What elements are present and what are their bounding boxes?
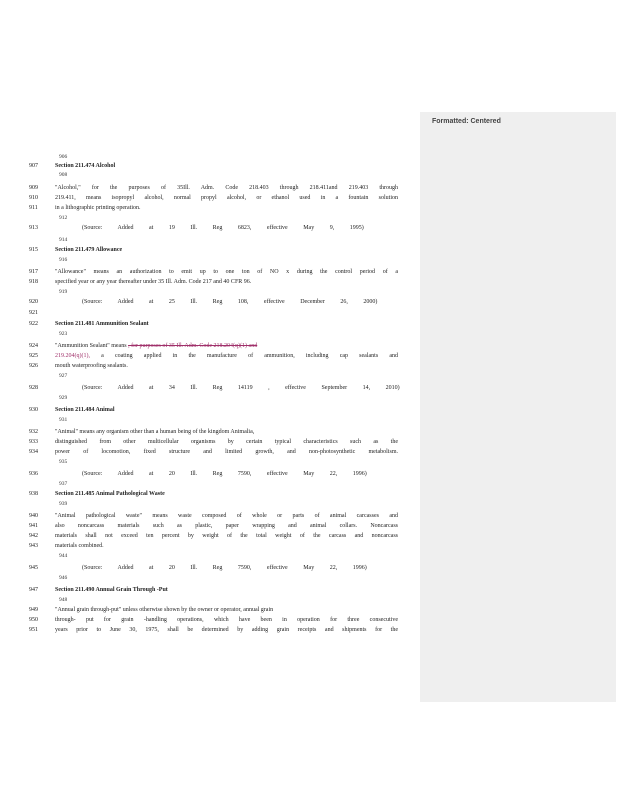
line-number: 949	[29, 607, 38, 613]
line-text	[55, 246, 398, 255]
document-line	[0, 596, 420, 605]
line-number: 907	[29, 163, 38, 169]
section-heading: Section 211.485 Animal Pathological Waste	[55, 491, 165, 497]
text-run: (Source: Added at 20 Ill. Reg 7590, effective May 22, 1996)	[82, 565, 367, 571]
line-number: 921	[29, 310, 38, 316]
sub-line-number: 937	[59, 481, 68, 487]
line-number: 945	[29, 565, 38, 571]
line-text	[55, 278, 398, 287]
sub-line-number: 948	[59, 597, 68, 603]
line-number: 940	[29, 513, 38, 519]
section-heading: Section 211.481 Ammunition Sealant	[55, 321, 149, 327]
line-number: 951	[29, 627, 38, 633]
document-line	[0, 330, 420, 339]
text-run: a coating applied in the manufacture of ammunition, including cap sealants and	[90, 353, 398, 359]
document-line	[0, 428, 420, 437]
line-text	[82, 384, 400, 393]
sub-line-number: 916	[59, 257, 68, 263]
sub-line-number: 906	[59, 154, 68, 160]
line-number: 930	[29, 407, 38, 413]
comment-panel-title: Formatted: Centered	[432, 118, 501, 125]
line-text	[55, 626, 398, 635]
sub-line-number: 939	[59, 501, 68, 507]
text-run: mouth waterproofing sealants.	[55, 363, 128, 369]
sub-line-number: 908	[59, 172, 68, 178]
line-number: 924	[29, 343, 38, 349]
line-text	[55, 194, 398, 203]
text-run: "Animal pathological waste" means waste composed of whole or parts of animal carcasses and	[55, 513, 398, 519]
line-text	[55, 162, 398, 171]
line-text	[55, 184, 398, 193]
document-line	[0, 564, 420, 573]
section-heading: Section 211.490 Annual Grain Through -Put	[55, 587, 168, 593]
sub-line-number: 919	[59, 289, 68, 295]
document-line	[0, 470, 420, 479]
text-run: also noncarcass materials such as plastic, paper wrapping and animal collars. Noncarcass	[55, 523, 398, 529]
document-line	[0, 298, 420, 307]
document-line	[0, 246, 420, 255]
document-line	[0, 224, 420, 233]
line-number: 917	[29, 269, 38, 275]
line-text	[55, 438, 398, 447]
document-line	[0, 542, 420, 551]
text-run: "Allowance" means an authorization to emit up to one ton of NO x during the control period of a	[55, 269, 398, 275]
text-run: distinguished from other multicellular organisms by certain typical characteristics such as the	[55, 439, 398, 445]
line-text	[55, 522, 398, 531]
text-run: years prior to June 30, 1975, shall be determined by adding grain receipts and shipments for the	[55, 627, 398, 633]
text-run: (Source: Added at 34 Ill. Reg 14119 , effective September 14, 2010)	[82, 385, 400, 391]
line-text	[55, 586, 398, 595]
sub-line-number: 912	[59, 215, 68, 221]
line-number: 918	[29, 279, 38, 285]
document-line	[0, 204, 420, 213]
line-number: 911	[29, 205, 38, 211]
document-line	[0, 288, 420, 297]
document-line	[0, 586, 420, 595]
document-line	[0, 438, 420, 447]
section-heading: Section 211.474 Alcohol	[55, 163, 116, 169]
text-run: (Source: Added at 25 Ill. Reg 108, effective December 26, 2000)	[82, 299, 378, 305]
text-run: "Animal" means any organism other than a human being of the kingdom Animalia,	[55, 429, 255, 435]
line-text	[55, 320, 398, 329]
sub-line-number: 935	[59, 459, 68, 465]
line-text	[55, 342, 398, 351]
document-line	[0, 309, 420, 318]
document-line	[0, 268, 420, 277]
comment-panel	[420, 112, 616, 702]
document-line	[0, 236, 420, 245]
text-run: materials combined.	[55, 543, 104, 549]
line-text	[55, 362, 398, 371]
sub-line-number: 927	[59, 373, 68, 379]
document-line	[0, 184, 420, 193]
line-text	[55, 616, 398, 625]
document-line	[0, 320, 420, 329]
document-line	[0, 406, 420, 415]
line-text	[55, 204, 398, 213]
text-run: specified year or any year thereafter under 35 Ill. Adm. Code 217 and 40 CFR 96.	[55, 279, 252, 285]
line-text	[55, 490, 398, 499]
line-number: 910	[29, 195, 38, 201]
document-line	[0, 342, 420, 351]
document-line	[0, 616, 420, 625]
line-number: 943	[29, 543, 38, 549]
line-number: 950	[29, 617, 38, 623]
document-line	[0, 194, 420, 203]
document-line	[0, 574, 420, 583]
line-text	[55, 428, 398, 437]
section-heading: Section 211.484 Animal	[55, 407, 115, 413]
sub-line-number: 929	[59, 395, 68, 401]
line-text	[55, 268, 398, 277]
document-line	[0, 552, 420, 561]
document-line	[0, 606, 420, 615]
text-run: 219.411, means isopropyl alcohol, normal propyl alcohol, or ethanol used in a fountain solution	[55, 195, 398, 201]
line-number: 932	[29, 429, 38, 435]
line-number: 926	[29, 363, 38, 369]
document-line	[0, 278, 420, 287]
text-run: in a lithographic printing operation.	[55, 205, 141, 211]
sub-line-number: 914	[59, 237, 68, 243]
text-run: "Annual grain through-put" unless otherwise shown by the owner or operator, annual grain	[55, 607, 274, 613]
line-text	[55, 532, 398, 541]
line-text	[55, 606, 398, 615]
line-number: 942	[29, 533, 38, 539]
sub-line-number: 931	[59, 417, 68, 423]
line-text	[55, 448, 398, 457]
line-text	[55, 406, 398, 415]
line-number: 925	[29, 353, 38, 359]
line-text	[82, 470, 367, 479]
section-heading: Section 211.479 Allowance	[55, 247, 123, 253]
text-run: 219.204(q)(1),	[55, 353, 90, 359]
text-run: materials shall not exceed ten percent by weight of the total weight of the carcass and noncarcass	[55, 533, 398, 539]
document-line	[0, 490, 420, 499]
line-text	[82, 564, 367, 573]
document-line	[0, 532, 420, 541]
document-line	[0, 162, 420, 171]
document-line	[0, 448, 420, 457]
document-line	[0, 458, 420, 467]
line-text	[82, 298, 378, 307]
document-line	[0, 416, 420, 425]
document-line	[0, 153, 420, 162]
text-run: (Source: Added at 20 Ill. Reg 7590, effective May 22, 1996)	[82, 471, 367, 477]
document-line	[0, 352, 420, 361]
line-number: 913	[29, 225, 38, 231]
line-number: 941	[29, 523, 38, 529]
line-number: 938	[29, 491, 38, 497]
line-number: 936	[29, 471, 38, 477]
document-line	[0, 500, 420, 509]
document-line	[0, 626, 420, 635]
sub-line-number: 946	[59, 575, 68, 581]
text-run: (Source: Added at 19 Ill. Reg 6823, effective May 9, 1995)	[82, 225, 364, 231]
line-number: 920	[29, 299, 38, 305]
document-line	[0, 256, 420, 265]
document-line	[0, 384, 420, 393]
document-line	[0, 522, 420, 531]
document-line	[0, 372, 420, 381]
line-number: 928	[29, 385, 38, 391]
line-text	[55, 542, 398, 551]
line-number: 934	[29, 449, 38, 455]
document-line	[0, 214, 420, 223]
line-number: 947	[29, 587, 38, 593]
line-text	[55, 512, 398, 521]
text-run: power of locomotion, fixed structure and limited growth, and non-photosynthetic metabolism.	[55, 449, 398, 455]
line-number: 933	[29, 439, 38, 445]
document-line	[0, 512, 420, 521]
sub-line-number: 944	[59, 553, 68, 559]
text-run: "Ammunition Sealant" means	[55, 343, 129, 349]
line-number: 915	[29, 247, 38, 253]
document-line	[0, 480, 420, 489]
deleted-text: , for purposes of 35 Ill. Adm. Code 218.204(q)(1) and	[128, 343, 258, 349]
sub-line-number: 923	[59, 331, 68, 337]
document-line	[0, 394, 420, 403]
text-run: through- put for grain -handling operations, which have been in operation for three consecutive	[55, 617, 398, 623]
line-text	[82, 224, 364, 233]
line-number: 909	[29, 185, 38, 191]
document-line	[0, 171, 420, 180]
text-run: "Alcohol," for the purposes of 35Ill. Adm. Code 218.403 through 218.411and 219.403 through	[55, 185, 398, 191]
document-line	[0, 362, 420, 371]
line-text	[55, 352, 398, 361]
line-number: 922	[29, 321, 38, 327]
